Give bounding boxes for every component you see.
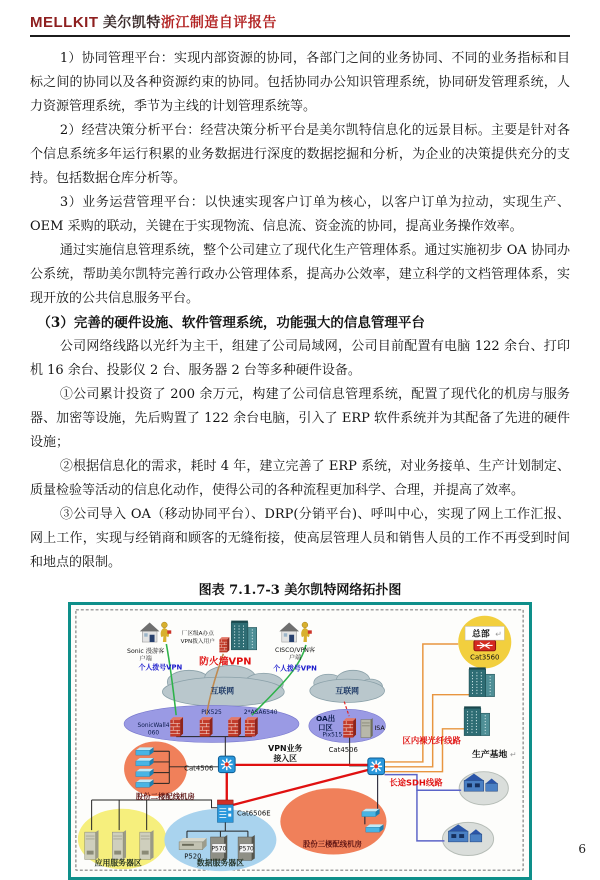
branch-firewall-icon (219, 637, 229, 652)
app-server-icon-2 (112, 830, 126, 859)
roaming-user-icon-right (301, 622, 312, 642)
dialup-vpn-left-label: 个人拨号VPN (138, 663, 183, 672)
isa-server-icon (361, 718, 373, 737)
paragraph-8: ③公司导入 OA（移动协同平台）、DRP(分销平台)、呼叫中心，实现了网上工作汇报、网上工作，实现与经销商和顾客的无缝衔接，使高层管理人员和销售人员的工作不再受到时间和地点的限制。 (30, 507, 570, 570)
branch-office-building-icon (231, 621, 257, 650)
p570-label-1: P570 (211, 846, 227, 853)
fiber-orange-lines (385, 644, 471, 772)
header-title-name: 美尔凯特 (102, 14, 161, 30)
access-switch-3f-icon-2 (366, 824, 384, 832)
roaming-house-icon-right (279, 623, 299, 642)
header-title-rest: 浙江制造自评报告 (160, 14, 277, 30)
app-server-icon-3 (140, 830, 154, 859)
oa-zone-label-line1: OA出 (315, 714, 336, 723)
production-base-para-mark: ↵ (509, 750, 517, 760)
sonicwall-label-line1: SonicWall4 (137, 722, 170, 729)
network-topology-diagram (68, 602, 532, 880)
brand-logo-text: MELLKIT (30, 14, 99, 31)
headquarters-para-mark: ↵ (495, 629, 502, 639)
hq-building-icon-1 (469, 667, 495, 696)
sonic-client-label-line1: Sonic 漫游客 (127, 647, 165, 655)
headquarters-label: 总部 (471, 629, 490, 640)
roaming-house-icon-left (140, 623, 160, 642)
paragraph-4: 通过实施信息管理系统，整个公司建立了现代化生产管理体系。通过实施初步 OA 协同办公系统，帮助美尔凯特完善行政办公管理体系，提高办公效率，建立科学的文档管理体系，实现开放的公共信息服务平台。 (30, 243, 570, 306)
pix525-label: PIX525 (201, 710, 222, 717)
data-server-zone-label: 数据服务器区 (196, 858, 244, 868)
access-switch-3f-icon-1 (362, 809, 380, 817)
access-switch-2f-icon-3 (136, 769, 154, 777)
access-switch-2f-icon-4 (136, 779, 154, 787)
app-server-icon-1 (85, 830, 99, 859)
p570-label-2: P570 (239, 846, 254, 853)
figure-caption: 图表 7.1.7-3 美尔凯特网络拓扑图 (198, 583, 402, 598)
cat4506-right-label: Cat4506 (328, 746, 358, 755)
cisco-client-label-line2: 户端 (288, 654, 302, 662)
paragraph-6: ①公司累计投资了 200 余万元，构建了公司信息管理系统，配置了现代化的机房与服务器、加密等设施，先后购置了 122 余台电脑，引入了 ERP 软件系统并为其配备了先进的硬件设施； (30, 387, 570, 450)
branch-user-label-line1: 厂区级A办点 (181, 631, 214, 638)
paragraph-7: ②根据信息化的需求，耗时 4 年，建立完善了 ERP 系统，对业务接单、生产计划制定、质量检验等活动的信息化动作，使得公司的各种流程更加科学、合理，并提高了效率。 (30, 459, 570, 498)
cat3560-switch-icon (474, 640, 496, 651)
asa6540-label: 2*ASA6540 (243, 710, 278, 717)
access-switch-2f-icon-1 (136, 747, 154, 755)
dialup-vpn-right-label: 个人拨号VPN (273, 664, 317, 673)
topology-svg (71, 605, 528, 876)
vpn-access-zone-label-line1: VPN业务 (268, 744, 303, 754)
production-base-label: 生产基地 (471, 750, 508, 761)
cat6506e-switch-icon (217, 800, 233, 822)
p520-server-icon (179, 838, 207, 850)
hq-building-icon-2 (464, 706, 490, 735)
cat4506-left-switch-icon (218, 756, 235, 773)
p520-label: P520 (184, 852, 202, 861)
cisco-client-label-line1: CISCO/VPN客 (275, 646, 316, 654)
wiring-room-2f-label: 股份二楼配线机房 (135, 792, 195, 801)
page-header (30, 0, 570, 32)
asa6540-firewall-icon-2 (245, 717, 258, 736)
access-switch-2f-icon-2 (136, 758, 154, 766)
header-divider (30, 35, 570, 37)
internet-left-label: 互联网 (210, 686, 235, 696)
branch-user-label-line2: VPN拨入用户 (180, 639, 215, 646)
sonic-client-label-line2: 户端 (139, 655, 152, 663)
cat6506e-label: Cat6506E (237, 809, 271, 818)
sonicwall-label-line2: 060 (147, 730, 160, 737)
cat3560-label: Cat3560 (470, 653, 500, 662)
paragraph-1: 1）协同管理平台：实现内部资源的协同，各部门之间的业务协同、不同的业务指标和目标之间的协同以及各种资源约束的协同。包括协同办公知识管理系统，协同研发管理系统，人力资源管理系统，季节为主线的计划管理系统等。 (30, 51, 570, 114)
pix525-firewall-icon (200, 717, 213, 736)
cat4506-left-label: Cat4506 (184, 764, 214, 773)
wiring-room-3f-label: 股份三楼配线机房 (302, 839, 362, 849)
page-number: 6 (578, 842, 586, 856)
firewall-vpn-label: 防火墙VPN (199, 656, 252, 668)
asa6540-firewall-icon-1 (228, 717, 241, 736)
roaming-user-icon-left (161, 622, 172, 642)
cat4506-right-switch-icon (368, 758, 385, 775)
paragraph-5: 公司网络线路以光纤为主干，组建了公司局域网，公司目前配置有电脑 122 余台、打印机 16 余台、投影仪 2 台、服务器 2 台等多种硬件设备。 (30, 339, 570, 378)
vpn-access-zone-label-line2: 接入区 (273, 753, 298, 763)
paragraph-3: 3）业务运营管理平台：以快速实现客户订单为核心，以客户订单为拉动，实现生产、OEM 采购的联动，关键在于实现物流、信息流、资金流的协同，提高业务操作效率。 (30, 195, 570, 234)
sdh-line-label: 长途SDH线路 (389, 777, 443, 788)
pix515-firewall-icon (343, 718, 356, 737)
wiring-room-2f-circle (124, 741, 187, 796)
app-server-zone-label: 应用服务器区 (94, 858, 142, 868)
paragraph-2: 2）经营决策分析平台：经营决策分析平台是美尔凯特信息化的远景目标。主要是针对各个信息系统多年运行积累的业务数据进行深度的数据挖掘和分析，为企业的决策提供充分的支持。包括数据仓库分析等。 (30, 123, 570, 186)
fiber-line-label: 区内裸光纤线路 (402, 735, 461, 746)
pix515-label: Pix515 (322, 732, 343, 739)
internet-right-label: 互联网 (335, 686, 359, 696)
sonicwall-firewall-icon (170, 717, 183, 736)
isa-label: ISA (374, 724, 385, 732)
oa-zone-label-line2: 口区 (318, 722, 333, 732)
section-heading: （3）完善的硬件设施、软件管理系统，功能强大的信息管理平台 (37, 315, 425, 331)
